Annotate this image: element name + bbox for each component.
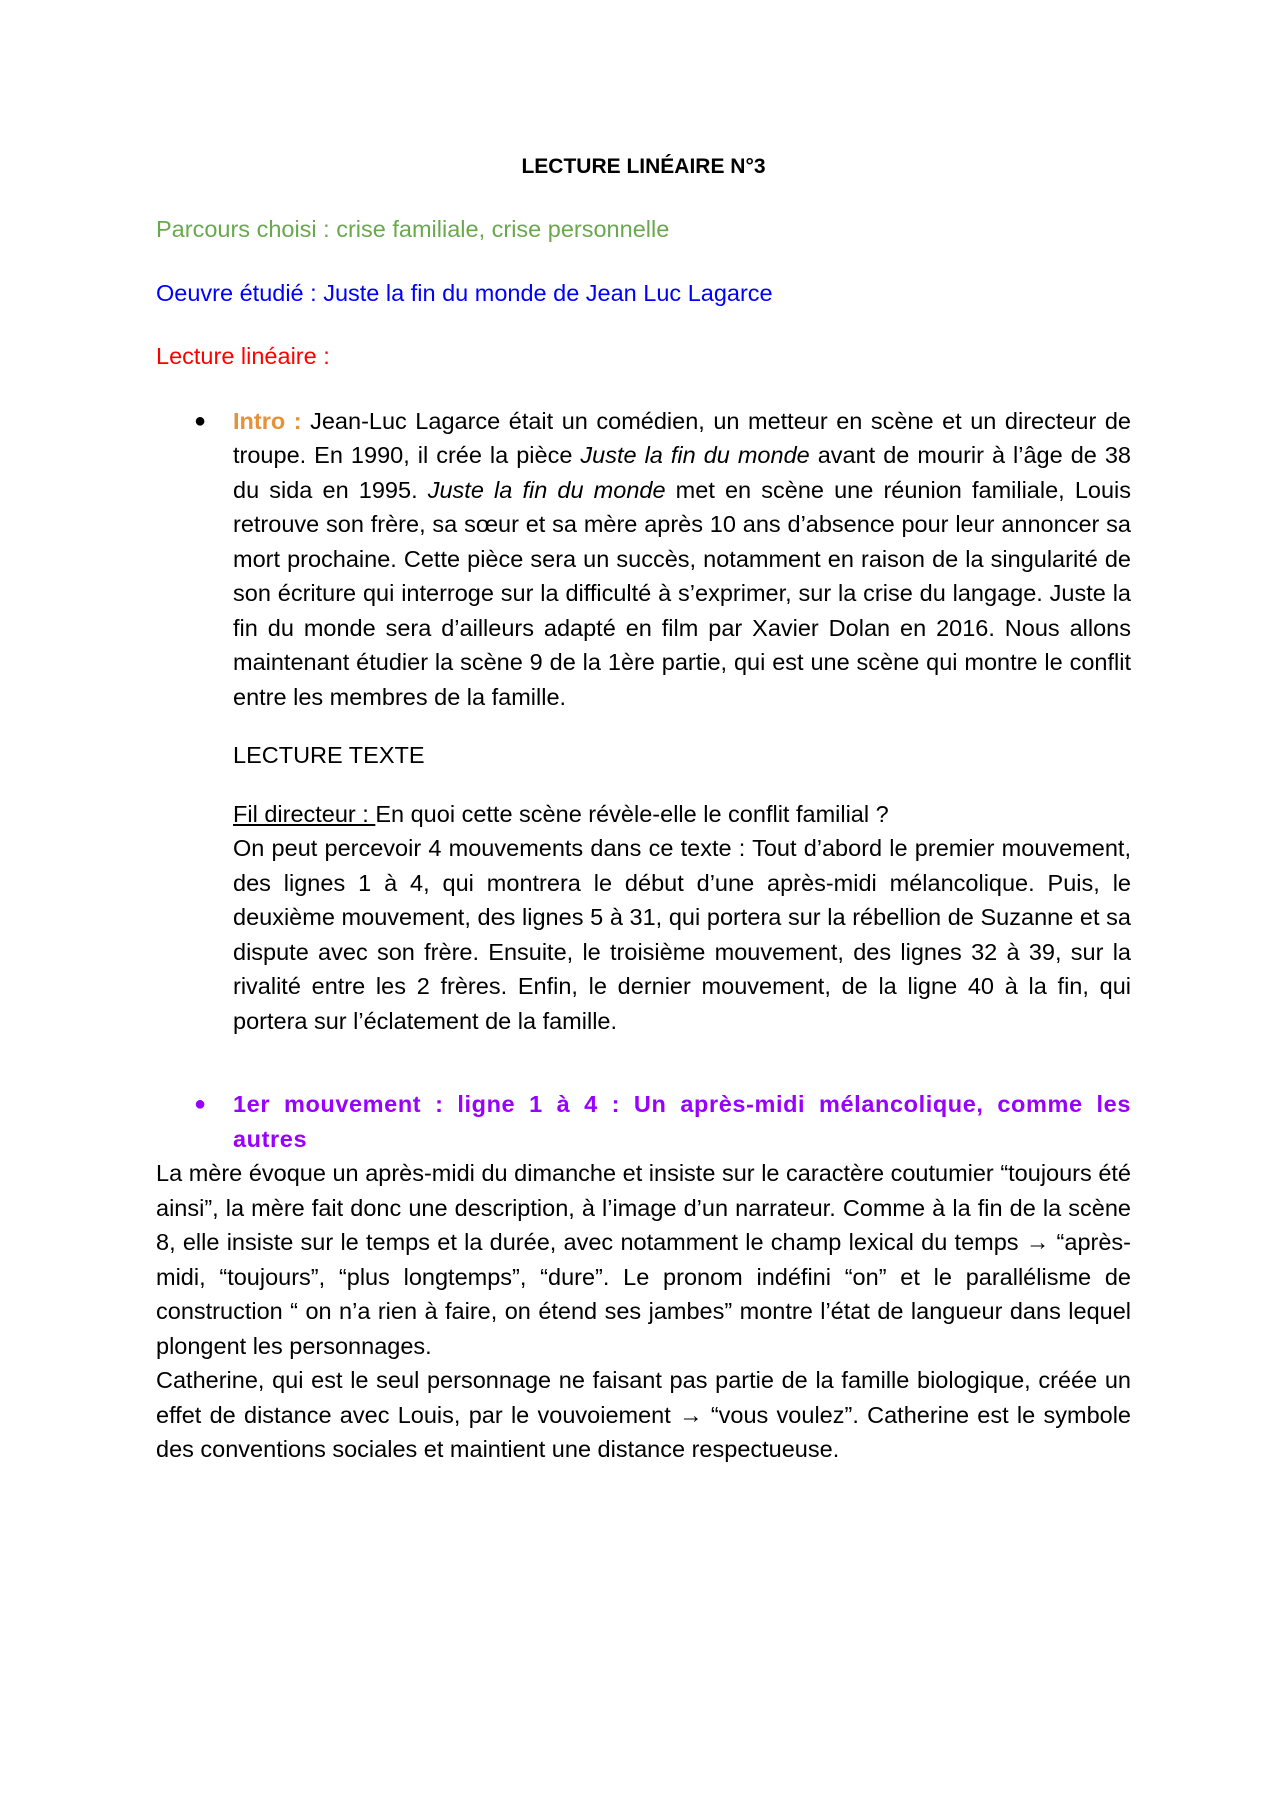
oeuvre-line: Oeuvre étudié : Juste la fin du monde de Jean Luc Lagarce: [156, 279, 773, 306]
mouvements-overview: On peut percevoir 4 mouvements dans ce texte : Tout d’abord le premier mouvement, des lignes 1 à 4, qui montrera le début d’une après-midi mélancolique. Puis, le deuxième mouvement, des lignes 5 à 31, qui portera sur la rébellion de Suzanne et sa dispute avec son frère. Ensuite, le troisième mouvement, des lignes 32 à 39, sur la rivalité entre les 2 frères. Enfin, le dernier mouvement, de la ligne 40 à la fin, qui portera sur l’éclatement de la famille.: [233, 835, 1131, 1034]
intro-work-title-1: Juste la fin du monde: [580, 442, 810, 468]
intro-text-2: avant de mourir à l’âge de 38 du sida en 1995.: [233, 442, 1131, 503]
document-page: [156, 150, 1131, 1467]
intro-text-3: met en scène une réunion familiale, Louis retrouve son frère, sa sœur et sa mère après 10 ans d’absence pour leur annoncer sa mort prochaine. Cette pièce sera un succès, notamment en raison de la singularité de son écriture qui interroge sur la difficulté à s’exprimer, sur la crise du langage. Juste la fin du monde sera d’ailleurs adapté en film par Xavier Dolan en 2016. Nous allons maintenant étudier la scène 9 de la 1ère partie, qui est une scène qui montre le conflit entre les membres de la famille.: [233, 476, 1132, 710]
lecture-label: Lecture linéaire :: [156, 343, 330, 369]
intro-text-1: Jean-Luc Lagarce était un comédien, un metteur en scène et un directeur de troupe. En 1990, il crée la pièce: [233, 407, 1131, 468]
fil-directeur: [233, 797, 1131, 832]
intro-paragraph: [233, 404, 1131, 715]
fil-directeur-label: Fil directeur :: [233, 800, 376, 827]
mouvement-1-paragraph-2: Catherine, qui est le seul personnage ne faisant pas partie de la famille biologique, créée un effet de distance avec Louis, par le vouvoiement → “vous voulez”. Catherine est le symbole des conventions sociales et maintient une distance respectueuse.: [156, 1367, 1131, 1462]
mouvement-1-paragraph-1: La mère évoque un après-midi du dimanche et insiste sur le caractère coutumier “toujours été ainsi”, la mère fait donc une description, à l’image d’un narrateur. Comme à la fin de la scène 8, elle insiste sur le temps et la durée, avec notamment le champ lexical du temps → “après-midi, “toujours”, “plus longtemps”, “dure”. Le pronom indéfini “on” et le parallélisme de construction “ on n’a rien à faire, on étend ses jambes” montre l’état de langueur dans lequel plongent les personnages.: [156, 1160, 1131, 1359]
mouvement-1-title: 1er mouvement : ligne 1 à 4 : Un après-midi mélancolique, comme les autres: [233, 1091, 1131, 1152]
fil-directeur-question: En quoi cette scène révèle-elle le conflit familial ?: [375, 800, 889, 827]
bullet-icon: ●: [194, 409, 207, 432]
parcours-line: Parcours choisi : crise familiale, crise personnelle: [156, 216, 670, 242]
intro-work-title-2: Juste la fin du monde: [427, 476, 666, 503]
document-title: LECTURE LINÉAIRE N°3: [521, 155, 766, 178]
lecture-texte: LECTURE TEXTE: [233, 742, 425, 768]
intro-label: Intro :: [233, 407, 302, 434]
intro-section: [156, 404, 1131, 1039]
mouvement-1-heading: [156, 1087, 1131, 1156]
bullet-icon: ●: [194, 1093, 207, 1115]
